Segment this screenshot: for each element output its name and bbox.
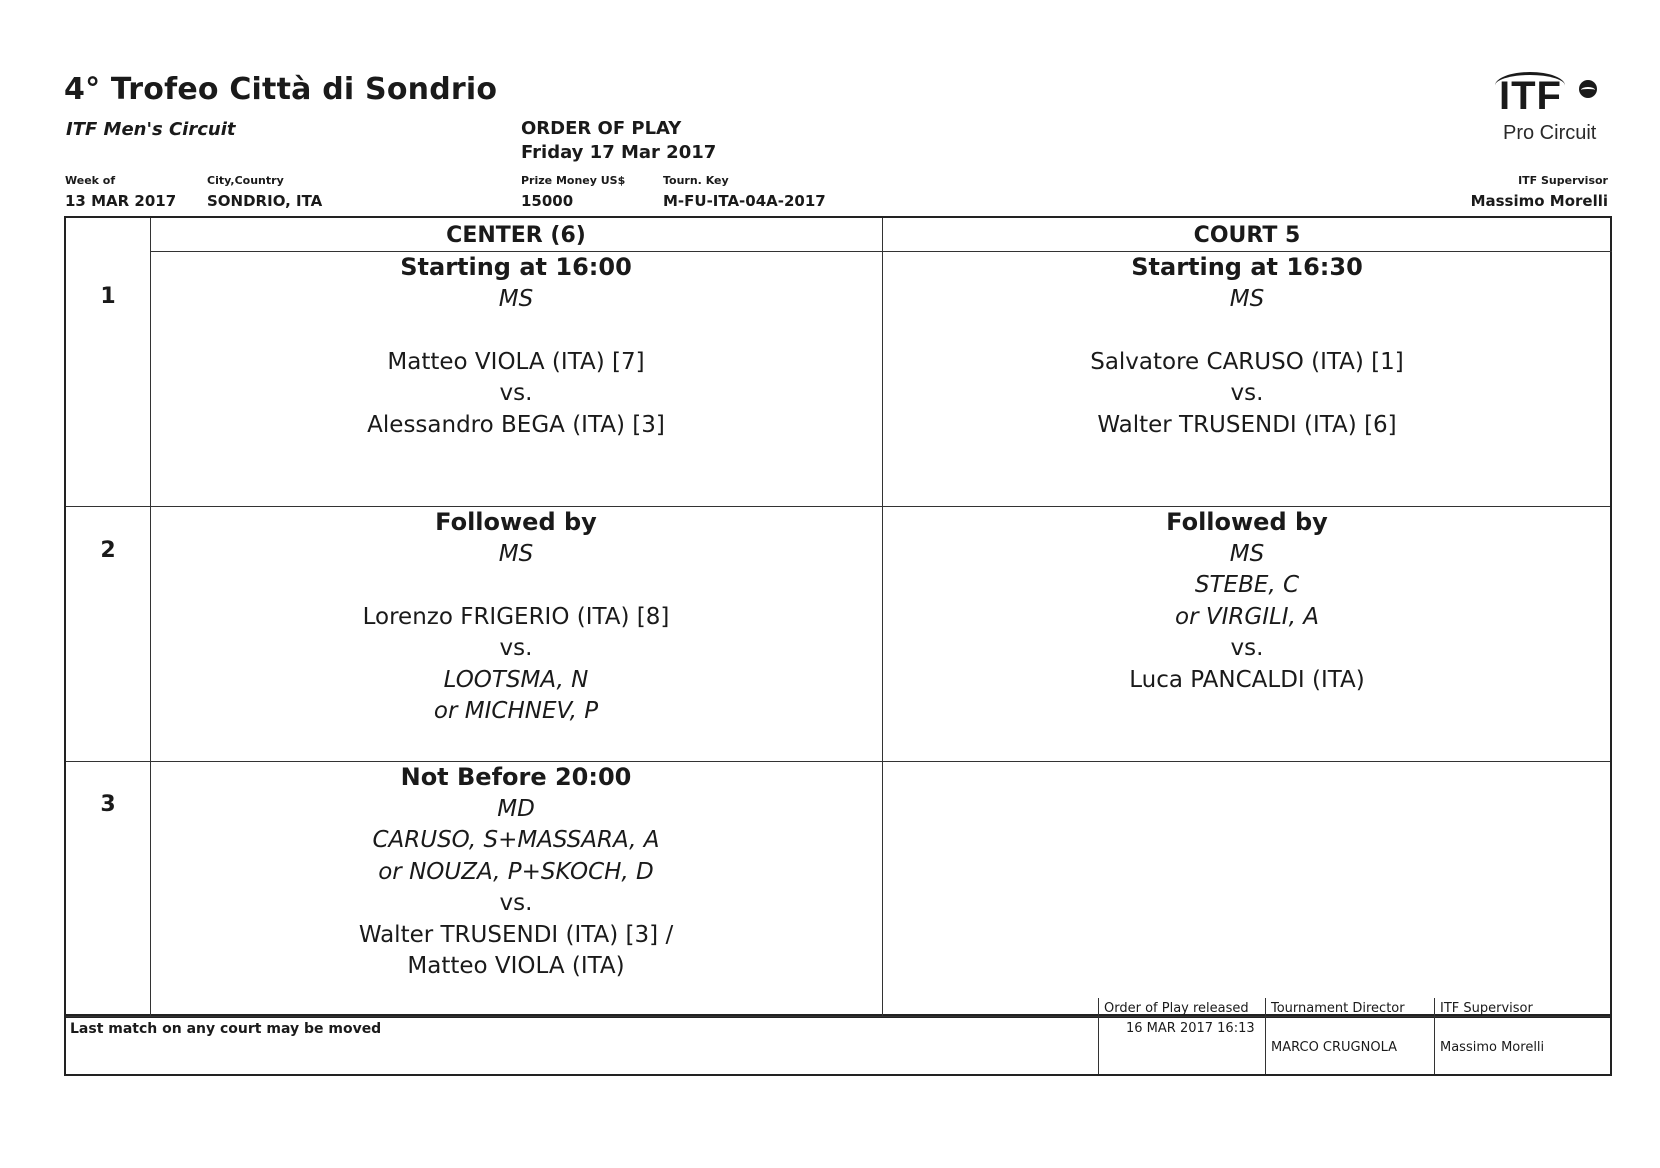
prize-label: Prize Money US$ — [521, 174, 626, 187]
team-1-alt: or NOUZA, P+SKOCH, D — [378, 858, 654, 885]
court-header-court5: COURT 5 — [1193, 223, 1301, 248]
released-label: Order of Play released — [1104, 1001, 1249, 1016]
versus: vs. — [499, 635, 533, 661]
versus: vs. — [1230, 380, 1264, 406]
event-code: MD — [497, 795, 535, 822]
match-time: Starting at 16:00 — [400, 253, 632, 281]
order-of-play-label: ORDER OF PLAY — [521, 118, 682, 139]
versus: vs. — [499, 380, 533, 406]
event-code: MS — [498, 540, 534, 567]
player-2-alt: or MICHNEV, P — [433, 698, 599, 724]
team-2-player-1: Walter TRUSENDI (ITA) [3] / — [358, 921, 674, 948]
player-1: Matteo VIOLA (ITA) [7] — [387, 348, 645, 375]
director-value: MARCO CRUGNOLA — [1271, 1040, 1398, 1055]
player-2: Walter TRUSENDI (ITA) [6] — [1097, 411, 1397, 438]
match-center-1 — [150, 252, 882, 441]
match-center-2 — [150, 507, 882, 728]
row-number: 3 — [100, 792, 116, 817]
signature-divider — [1434, 998, 1435, 1074]
match-time: Starting at 16:30 — [1131, 253, 1363, 281]
player-2: Luca PANCALDI (ITA) — [1129, 666, 1365, 693]
player-1: Salvatore CARUSO (ITA) [1] — [1090, 348, 1404, 375]
city-value: SONDRIO, ITA — [207, 192, 323, 210]
play-date: Friday 17 Mar 2017 — [521, 142, 717, 163]
circuit-name: ITF Men's Circuit — [66, 119, 236, 140]
court-header-center: CENTER (6) — [446, 223, 586, 248]
team-2-player-2: Matteo VIOLA (ITA) — [407, 953, 625, 979]
match-court5-1 — [882, 252, 1612, 441]
player-2: Alessandro BEGA (ITA) [3] — [367, 411, 665, 438]
row-number: 1 — [100, 284, 116, 309]
signature-divider — [1098, 998, 1099, 1074]
versus: vs. — [499, 890, 533, 916]
footer-supervisor-label: ITF Supervisor — [1440, 1001, 1533, 1016]
released-value: 16 MAR 2017 16:13 — [1126, 1021, 1255, 1036]
tournament-title: 4° Trofeo Città di Sondrio — [64, 72, 498, 107]
player-1: Lorenzo FRIGERIO (ITA) [8] — [362, 603, 670, 630]
signature-block — [64, 1001, 1612, 1076]
logo-text: ITF — [1499, 74, 1562, 118]
itf-logo — [1495, 70, 1615, 150]
match-time: Followed by — [435, 508, 597, 536]
row-number: 2 — [100, 538, 116, 563]
supervisor-label: ITF Supervisor — [1518, 174, 1608, 187]
supervisor-value: Massimo Morelli — [1470, 192, 1608, 210]
tennis-ball-icon — [1579, 80, 1597, 98]
player-1-alt: or VIRGILI, A — [1175, 603, 1319, 630]
tourn-key-value: M-FU-ITA-04A-2017 — [663, 192, 826, 210]
footer-note: Last match on any court may be moved — [70, 1021, 382, 1037]
week-label: Week of — [65, 174, 116, 187]
event-code: MS — [1229, 540, 1265, 567]
signature-row-divider — [66, 1016, 1610, 1017]
team-1: CARUSO, S+MASSARA, A — [372, 827, 660, 853]
prize-value: 15000 — [521, 192, 574, 210]
logo-subtitle: Pro Circuit — [1503, 122, 1597, 144]
versus: vs. — [1230, 635, 1264, 661]
tourn-key-label: Tourn. Key — [663, 174, 729, 187]
event-code: MS — [1229, 285, 1265, 312]
player-2: LOOTSMA, N — [443, 666, 589, 693]
city-label: City,Country — [207, 174, 284, 187]
footer-supervisor-value: Massimo Morelli — [1440, 1040, 1545, 1055]
match-center-3 — [150, 762, 882, 983]
director-label: Tournament Director — [1271, 1001, 1405, 1016]
match-time: Followed by — [1166, 508, 1328, 536]
event-code: MS — [498, 285, 534, 312]
match-court5-2 — [882, 507, 1612, 696]
player-1: STEBE, C — [1194, 572, 1300, 598]
match-time: Not Before 20:00 — [400, 763, 632, 791]
signature-divider — [1265, 998, 1266, 1074]
week-value: 13 MAR 2017 — [65, 192, 177, 210]
